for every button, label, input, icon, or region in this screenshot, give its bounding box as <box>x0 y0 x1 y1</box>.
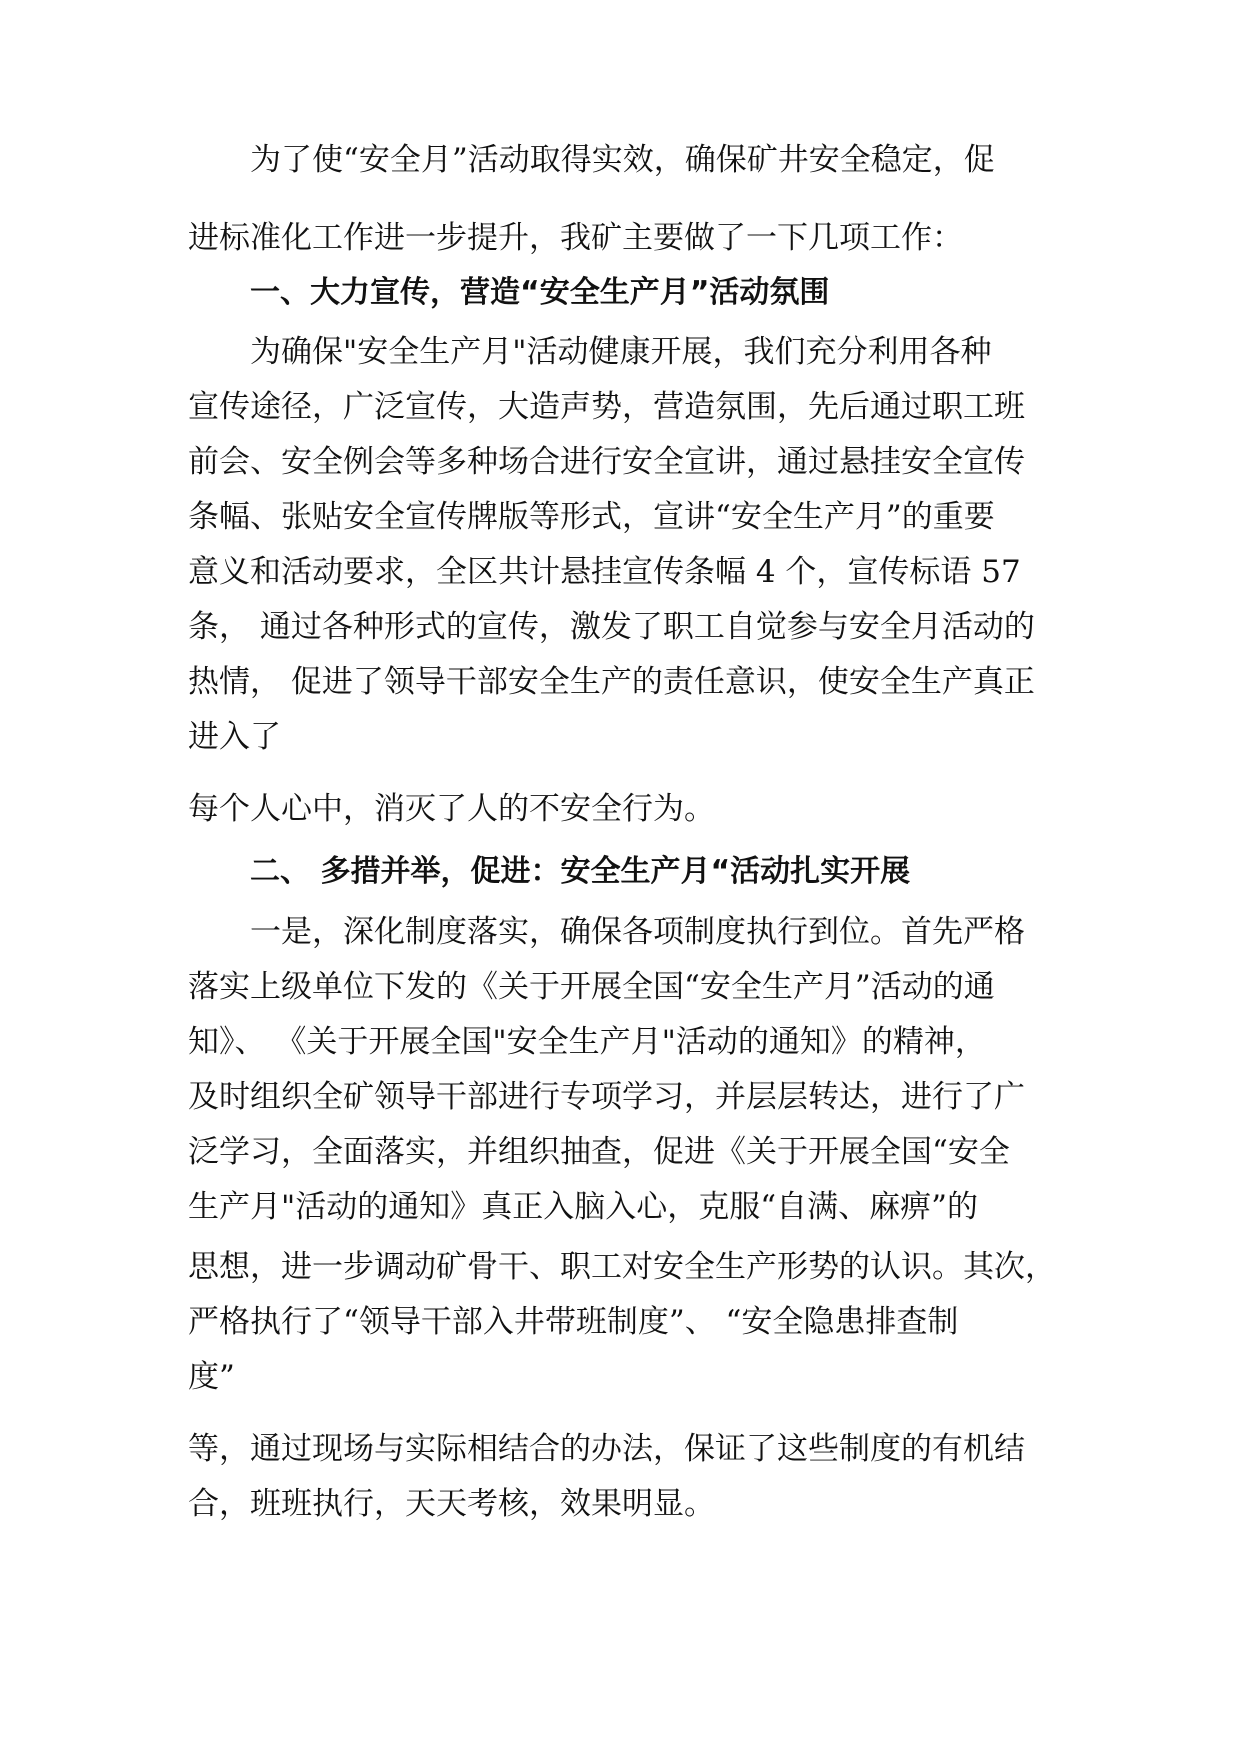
section-1-heading: 一、大力宣传，营造“安全生产月”活动氛围 <box>250 275 830 310</box>
section-1-line: 宣传途径，广泛宣传，大造声势，营造氛围，先后通过职工班 <box>188 389 1025 425</box>
section-2-line: 度” <box>188 1359 235 1395</box>
section-2-heading: 二、 多措并举，促进：安全生产月“活动扎实开展 <box>250 854 911 889</box>
section-2-line: 合，班班执行，天天考核，效果明显。 <box>188 1486 715 1522</box>
section-2-line: 知》、 《关于开展全国"安全生产月"活动的通知》的精神， <box>188 1024 986 1060</box>
section-2-line: 思想，进一步调动矿骨干、职工对安全生产形势的认识。其次， <box>188 1249 1056 1285</box>
section-2-line: 落实上级单位下发的《关于开展全国“安全生产月”活动的通 <box>188 969 995 1005</box>
section-2-line: 泛学习，全面落实，并组织抽查，促进《关于开展全国“安全 <box>188 1134 1010 1170</box>
section-1-line: 前会、安全例会等多种场合进行安全宣讲，通过悬挂安全宣传 <box>188 444 1025 480</box>
section-2-line: 生产月"活动的通知》真正入脑入心，克服“自满、麻痹”的 <box>188 1189 978 1225</box>
section-1-line: 每个人心中，消灭了人的不安全行为。 <box>188 791 715 827</box>
section-2-line: 严格执行了“领导干部入井带班制度”、 “安全隐患排查制 <box>188 1304 959 1340</box>
intro-line-2: 进标准化工作进一步提升，我矿主要做了一下几项工作： <box>188 220 963 256</box>
section-2-line: 及时组织全矿领导干部进行专项学习，并层层转达，进行了广 <box>188 1079 1025 1115</box>
section-1-line: 进入了 <box>188 719 281 755</box>
section-1-line: 意义和活动要求，全区共计悬挂宣传条幅 4 个，宣传标语 57 <box>188 554 1021 590</box>
section-1-line: 热情， 促进了领导干部安全生产的责任意识，使安全生产真正 <box>188 664 1035 700</box>
section-1-line: 条幅、张贴安全宣传牌版等形式，宣讲“安全生产月”的重要 <box>188 499 995 535</box>
section-2-line: 一是，深化制度落实，确保各项制度执行到位。首先严格 <box>250 914 1025 950</box>
intro-line-1: 为了使“安全月”活动取得实效，确保矿井安全稳定，促 <box>250 142 995 178</box>
section-1-line: 为确保"安全生产月"活动健康开展，我们充分利用各种 <box>250 334 992 370</box>
section-2-line: 等，通过现场与实际相结合的办法，保证了这些制度的有机结 <box>188 1431 1025 1467</box>
section-1-line: 条， 通过各种形式的宣传，激发了职工自觉参与安全月活动的 <box>188 609 1035 645</box>
